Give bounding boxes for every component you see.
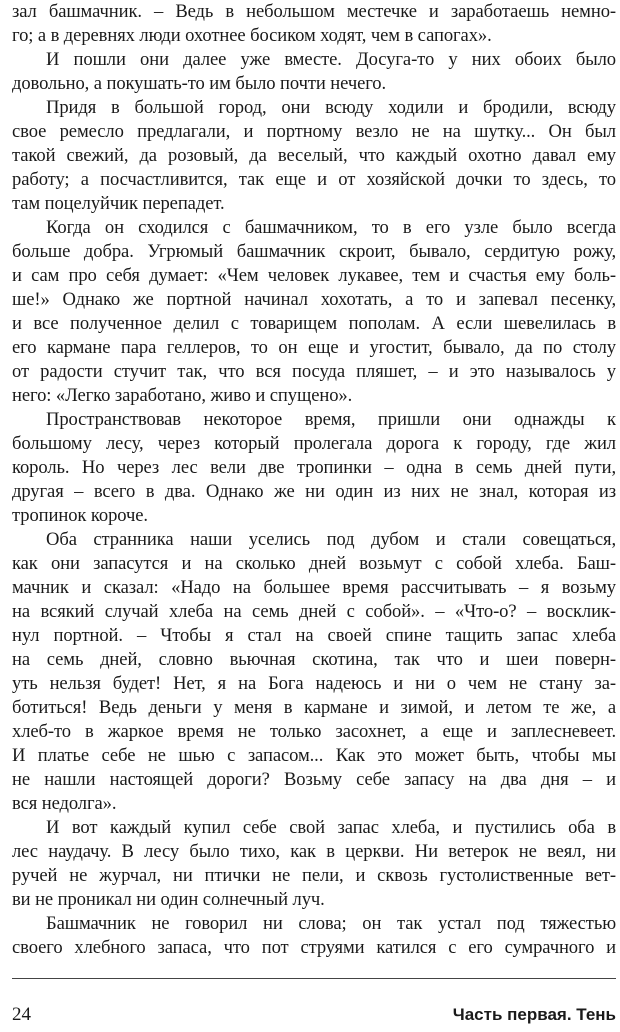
text-line: него: «Легко заработано, живо и спущено». [12,385,353,406]
text-line: как они запасутся и на сколько дней возьмут с собой хлеба. Баш- [12,553,616,574]
text-line: И платье себе не шью с запасом... Как это может быть, чтобы мы [12,745,616,766]
page-number: 24 [12,1004,31,1025]
text-line: другая – всего в два. Однако же ни один из них не знал, которая из [12,481,616,502]
text-line: от радости стучит так, что вся посуда пляшет, – и это называлось у [12,361,616,382]
text-line: такой свежий, да розовый, да веселый, что каждый охотно давал ему [12,145,616,166]
text-line: И пошли они далее уже вместе. Досуга-то у них обоих было [46,49,616,70]
text-line: ручей не журчал, ни птички не пели, и сквозь густолиственные вет- [12,865,616,886]
text-line: Когда он сходился с башмачником, то в его узле было всегда [46,217,616,238]
text-line: лес наудачу. В лесу было тихо, как в церкви. Ни ветерок не веял, ни [12,841,616,862]
running-title: Часть первая. Тень [452,1005,616,1024]
text-line: мачник и сказал: «Надо на большее время рассчитывать – я возьму [12,577,616,598]
text-line: не нашли настоящей дороги? Возьму себе запасу на два дня – и [12,769,616,790]
text-line: на всякий случай хлеба на семь дней с собой». – «Что-о? – восклик- [12,601,616,622]
text-line: ше!» Однако же портной начинал хохотать, а то и запевал песенку, [12,289,616,310]
text-line: больше добра. Угрюмый башмачник скроит, бывало, сердитую рожу, [12,241,616,262]
text-line: Башмачник не говорил ни слова; он так устал под тяжестью [46,913,616,934]
text-line: своего хлебного запаса, что пот струями катился с его сумрачного и [12,937,616,958]
text-line: на семь дней, словно вьючная скотина, так что и шеи поверн- [12,649,616,670]
text-line: довольно, а покушать-то им было почти нечего. [12,73,387,94]
text-line: тропинок короче. [12,505,148,526]
text-line: нул портной. – Чтобы я стал на своей спине тащить запас хлеба [12,625,616,646]
text-line: работу; а посчастливится, так еще и от хозяйской дочки то здесь, то [12,169,616,190]
page-footer [12,1004,616,1030]
text-line: большому лесу, через который пролегала дорога к городу, где жил [12,433,616,454]
text-line: вся недолга». [12,793,117,814]
text-line: Оба странника наши уселись под дубом и стали совещаться, [46,529,616,550]
text-line: там поцелуйчик перепадет. [12,193,225,214]
text-line: уть нельзя будет! Нет, я на Бога надеюсь и ни о чем не стану за- [12,673,616,694]
text-line: Пространствовав некоторое время, пришли они однажды к [46,409,616,430]
text-line: Придя в большой город, они всюду ходили и бродили, всюду [46,97,616,118]
text-line: ботиться! Ведь деньги у меня в кармане и зимой, и летом те же, а [12,697,616,718]
text-line: И вот каждый купил себе свой запас хлеба, и пустились оба в [46,817,616,838]
text-line: и все полученное делил с товарищем пополам. А если шевелилась в [12,313,616,334]
footer-rule [12,978,616,979]
text-line: ви не проникал ни один солнечный луч. [12,889,325,910]
text-line: хлеб-то в жаркое время не только засохнет, а еще и заплесневеет. [12,721,616,742]
text-line: и сам про себя думает: «Чем человек лукавее, тем и счастья ему боль- [12,265,616,286]
text-line: свое ремесло предлагали, и портному везло не на шутку... Он был [12,121,616,142]
text-line: зал башмачник. – Ведь в небольшом местечке и заработаешь немно- [12,1,616,22]
body-text [12,0,616,960]
text-line: король. Но через лес вели две тропинки – одна в семь дней пути, [12,457,616,478]
text-line: его кармане пара геллеров, то он еще и угостит, бывало, да по столу [12,337,616,358]
text-line: го; а в деревнях люди охотнее босиком ходят, чем в сапогах». [12,25,492,46]
